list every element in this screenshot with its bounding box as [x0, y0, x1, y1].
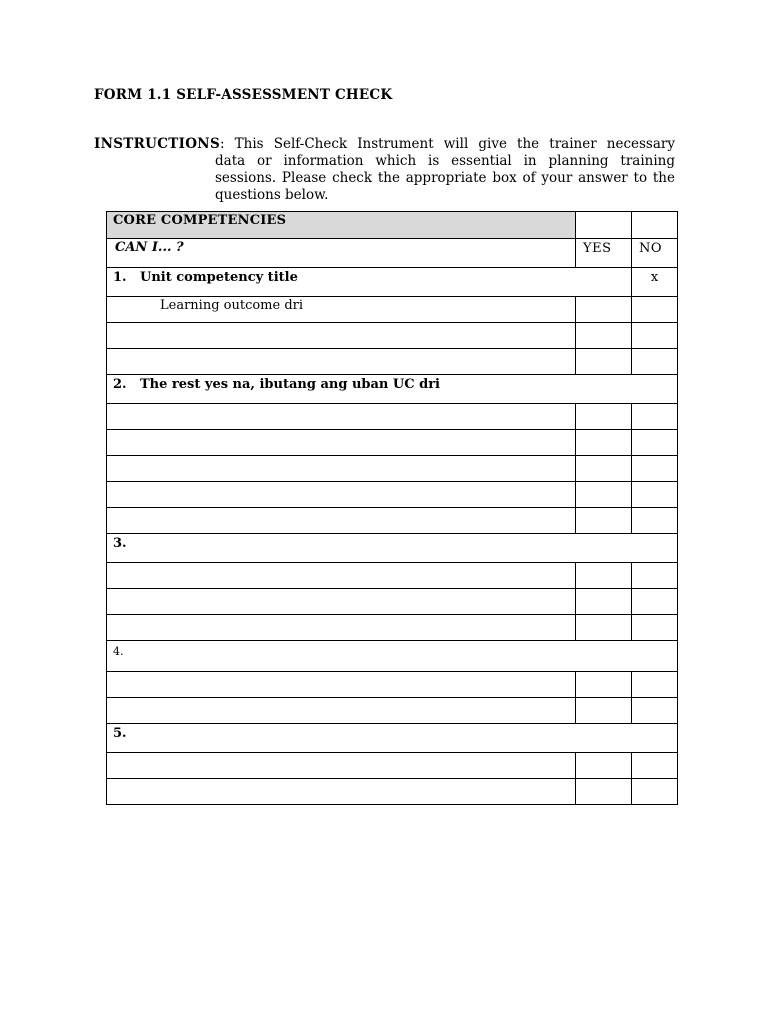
yes-checkbox[interactable] [576, 753, 632, 779]
yes-checkbox[interactable] [576, 349, 632, 375]
section-row [107, 724, 678, 753]
no-checkbox[interactable] [632, 349, 678, 375]
yes-checkbox[interactable] [576, 589, 632, 615]
table-row [107, 430, 678, 456]
section-title-cell [107, 375, 678, 404]
table-row [107, 297, 678, 323]
no-checkbox[interactable] [632, 482, 678, 508]
table-row [107, 753, 678, 779]
no-checkbox[interactable] [632, 615, 678, 641]
no-checkbox[interactable] [632, 323, 678, 349]
table-row [107, 589, 678, 615]
learning-outcome-cell[interactable] [107, 672, 576, 698]
no-checkbox[interactable] [632, 297, 678, 323]
yes-column-label: YES [576, 239, 632, 268]
table-row [107, 508, 678, 534]
no-checkbox[interactable] [632, 779, 678, 805]
table-row [107, 779, 678, 805]
yes-checkbox[interactable] [576, 508, 632, 534]
instructions-first-line [94, 136, 675, 153]
yes-checkbox[interactable] [576, 482, 632, 508]
section-title-cell [107, 534, 678, 563]
learning-outcome-cell[interactable]: Learning outcome dri [107, 297, 576, 323]
no-checkbox[interactable] [632, 672, 678, 698]
table-header-row [107, 212, 678, 239]
table-row [107, 615, 678, 641]
section-title-cell [107, 724, 678, 753]
learning-outcome-cell[interactable] [107, 323, 576, 349]
self-assessment-table [106, 211, 678, 805]
section-number: 1. [113, 270, 127, 285]
yes-checkbox[interactable] [576, 698, 632, 724]
no-checkbox[interactable] [632, 508, 678, 534]
yes-checkbox[interactable] [576, 615, 632, 641]
yes-checkbox[interactable] [576, 323, 632, 349]
learning-outcome-cell[interactable] [107, 615, 576, 641]
table-row [107, 482, 678, 508]
learning-outcome-cell[interactable] [107, 753, 576, 779]
learning-outcome-cell[interactable] [107, 589, 576, 615]
header-yes-blank [576, 212, 632, 239]
no-checkbox[interactable] [632, 404, 678, 430]
yes-checkbox[interactable] [576, 297, 632, 323]
yes-checkbox[interactable] [576, 672, 632, 698]
no-checkbox[interactable] [632, 456, 678, 482]
section-number: 3. [113, 536, 127, 551]
table-row [107, 349, 678, 375]
section-row [107, 534, 678, 563]
can-i-label: CAN I... ? [107, 239, 576, 268]
yes-checkbox[interactable] [576, 563, 632, 589]
learning-outcome-cell[interactable] [107, 430, 576, 456]
yes-checkbox[interactable] [576, 779, 632, 805]
instructions-block [94, 136, 675, 204]
yes-checkbox[interactable] [576, 430, 632, 456]
section-number: 2. [113, 377, 127, 392]
instructions-text: data or information which is essential in planning training sessions. Please check the appropriate box of your answer to the questions below. [215, 153, 675, 203]
table-row [107, 323, 678, 349]
section-number: 4. [113, 645, 124, 658]
section-title-cell [107, 268, 632, 297]
no-checkbox[interactable] [632, 698, 678, 724]
section-title: The rest yes na, ibutang ang uban UC dri [140, 377, 440, 392]
learning-outcome-cell[interactable] [107, 482, 576, 508]
header-no-blank [632, 212, 678, 239]
no-column-label: NO [632, 239, 678, 268]
no-checkbox[interactable]: x [632, 268, 678, 297]
section-number: 5. [113, 726, 127, 741]
form-title: FORM 1.1 SELF-ASSESSMENT CHECK [94, 87, 393, 103]
no-checkbox[interactable] [632, 430, 678, 456]
instructions-label: INSTRUCTIONS [94, 136, 220, 152]
instructions-first-text: : This Self-Check Instrument will give the trainer necessary [220, 136, 675, 152]
section-row [107, 641, 678, 672]
table-row [107, 672, 678, 698]
section-title-cell [107, 641, 678, 672]
can-i-row [107, 239, 678, 268]
section-title: Unit competency title [140, 270, 298, 285]
section-row [107, 268, 678, 297]
no-checkbox[interactable] [632, 753, 678, 779]
no-checkbox[interactable] [632, 563, 678, 589]
table-row [107, 563, 678, 589]
table-row [107, 698, 678, 724]
learning-outcome-cell[interactable] [107, 456, 576, 482]
no-checkbox[interactable] [632, 589, 678, 615]
learning-outcome-cell[interactable] [107, 349, 576, 375]
learning-outcome-cell[interactable] [107, 779, 576, 805]
core-competencies-header: CORE COMPETENCIES [107, 212, 576, 239]
yes-checkbox[interactable] [576, 456, 632, 482]
learning-outcome-cell[interactable] [107, 404, 576, 430]
yes-checkbox[interactable] [576, 404, 632, 430]
table-row [107, 404, 678, 430]
learning-outcome-cell[interactable] [107, 508, 576, 534]
table-row [107, 456, 678, 482]
learning-outcome-cell[interactable] [107, 698, 576, 724]
learning-outcome-cell[interactable] [107, 563, 576, 589]
section-row [107, 375, 678, 404]
